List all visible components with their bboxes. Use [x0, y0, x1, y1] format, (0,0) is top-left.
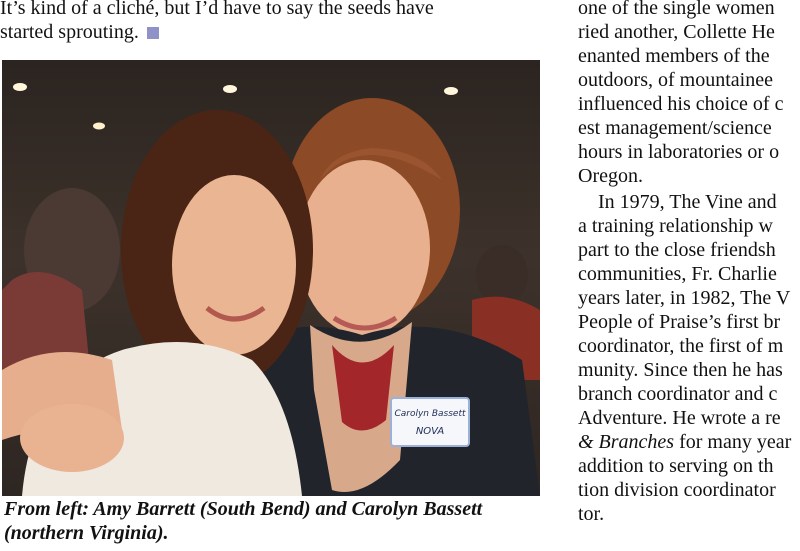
- paragraph-line: Oregon.: [578, 165, 643, 187]
- name-tag: [391, 398, 469, 446]
- photo-amy-barrett-and-carolyn-bassett: [2, 60, 540, 496]
- paragraph-line: communities, Fr. Charlie: [578, 263, 777, 285]
- photo-caption: From left: Amy Barrett (South Bend) and Carolyn Bassett: [4, 498, 483, 520]
- ceiling-light: [13, 83, 27, 91]
- name-tag-chapter: NOVA: [415, 426, 445, 437]
- name-tag-name: Carolyn Bassett: [394, 409, 466, 419]
- paragraph-line: years later, in 1982, The V: [578, 287, 791, 309]
- paragraph-line: est management/science: [578, 117, 772, 139]
- paragraph-line: [0, 20, 159, 44]
- face: [298, 160, 430, 336]
- face: [172, 175, 296, 355]
- photo-illustration: [2, 60, 540, 496]
- publication-title: & Branches: [578, 431, 675, 453]
- paragraph-line: hours in laboratories or o: [578, 141, 780, 163]
- paragraph-line: In 1979, The Vine and: [598, 191, 777, 213]
- paragraph-line: influenced his choice of c: [578, 93, 784, 115]
- paragraph-line: coordinator, the first of m: [578, 335, 784, 357]
- hand: [20, 404, 124, 472]
- paragraph-line: Adventure. He wrote a re: [578, 407, 781, 429]
- paragraph-line: tion division coordinator: [578, 479, 776, 501]
- paragraph-line: People of Praise’s first br: [578, 311, 781, 333]
- background-person: [476, 245, 528, 305]
- paragraph-line: enanted members of the: [578, 45, 770, 67]
- paragraph-line: [578, 430, 791, 454]
- paragraph-line: outdoors, of mountainee: [578, 69, 773, 91]
- paragraph-line: a training relationship w: [578, 215, 773, 237]
- paragraph-line: munity. Since then he has: [578, 359, 783, 381]
- ceiling-light: [223, 85, 237, 93]
- paragraph-line: ried another, Collette He: [578, 21, 775, 43]
- paragraph-line: part to the close friendsh: [578, 239, 776, 261]
- paragraph-line-text: for many year: [674, 431, 792, 453]
- end-of-article-mark: [147, 27, 159, 39]
- ceiling-light: [93, 123, 105, 130]
- paragraph-line: one of the single women: [578, 0, 775, 19]
- right-column: [552, 0, 800, 551]
- paragraph-line: It’s kind of a cliché, but I’d have to say the seeds have: [0, 0, 434, 19]
- paragraph-line-text: started sprouting.: [0, 21, 139, 43]
- ceiling-light: [444, 87, 458, 95]
- paragraph-line: branch coordinator and c: [578, 383, 778, 405]
- paragraph-line: tor.: [578, 503, 605, 525]
- photo-caption: (northern Virginia).: [4, 522, 169, 544]
- paragraph-line: addition to serving on th: [578, 455, 774, 477]
